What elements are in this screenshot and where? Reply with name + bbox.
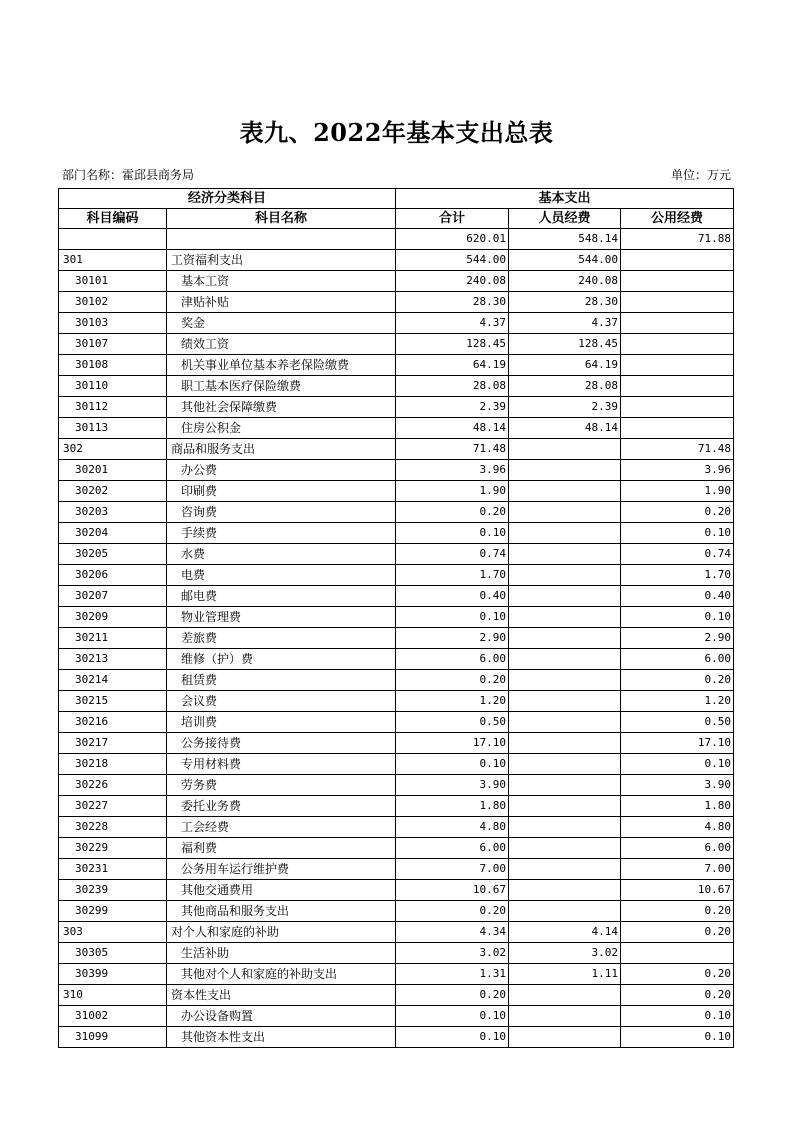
cell-public: 0.10 (621, 1027, 734, 1048)
cell-code: 30227 (59, 796, 167, 817)
table-row (59, 985, 734, 1006)
table-row (59, 838, 734, 859)
header-public: 公用经费 (621, 209, 734, 229)
cell-public: 1.20 (621, 691, 734, 712)
cell-name: 电费 (167, 565, 396, 586)
table-row (59, 334, 734, 355)
cell-total: 1.90 (396, 481, 509, 502)
cell-public: 2.90 (621, 628, 734, 649)
cell-code: 30399 (59, 964, 167, 985)
cell-personnel (509, 460, 621, 481)
table-row (59, 271, 734, 292)
table-row (59, 670, 734, 691)
cell-public: 1.90 (621, 481, 734, 502)
cell-public: 0.10 (621, 607, 734, 628)
cell-total: 620.01 (396, 229, 509, 250)
cell-name: 公务接待费 (167, 733, 396, 754)
cell-personnel (509, 901, 621, 922)
cell-public: 0.10 (621, 754, 734, 775)
cell-name: 工资福利支出 (167, 250, 396, 271)
cell-total: 1.70 (396, 565, 509, 586)
cell-personnel (509, 838, 621, 859)
cell-personnel (509, 817, 621, 838)
cell-name: 绩效工资 (167, 334, 396, 355)
cell-public: 0.20 (621, 901, 734, 922)
cell-personnel: 28.08 (509, 376, 621, 397)
cell-total: 4.37 (396, 313, 509, 334)
table-row (59, 376, 734, 397)
cell-total: 0.20 (396, 901, 509, 922)
cell-personnel (509, 439, 621, 460)
cell-code: 30113 (59, 418, 167, 439)
cell-total: 0.10 (396, 754, 509, 775)
cell-name: 对个人和家庭的补助 (167, 922, 396, 943)
cell-name: 职工基本医疗保险缴费 (167, 376, 396, 397)
cell-public (621, 292, 734, 313)
cell-code: 30239 (59, 880, 167, 901)
cell-total: 48.14 (396, 418, 509, 439)
cell-code: 30110 (59, 376, 167, 397)
table-row (59, 754, 734, 775)
table-row (59, 733, 734, 754)
cell-personnel: 544.00 (509, 250, 621, 271)
cell-code: 30103 (59, 313, 167, 334)
table-row (59, 880, 734, 901)
cell-name: 公务用车运行维护费 (167, 859, 396, 880)
cell-total: 0.20 (396, 985, 509, 1006)
cell-code: 30218 (59, 754, 167, 775)
cell-code (59, 229, 167, 250)
table-row (59, 565, 734, 586)
cell-name: 工会经费 (167, 817, 396, 838)
cell-total: 0.20 (396, 670, 509, 691)
cell-name: 印刷费 (167, 481, 396, 502)
cell-personnel (509, 502, 621, 523)
cell-public: 3.90 (621, 775, 734, 796)
cell-public (621, 250, 734, 271)
cell-total: 7.00 (396, 859, 509, 880)
cell-personnel (509, 691, 621, 712)
cell-code: 30203 (59, 502, 167, 523)
cell-personnel (509, 523, 621, 544)
cell-name: 租赁费 (167, 670, 396, 691)
cell-code: 30229 (59, 838, 167, 859)
cell-name: 会议费 (167, 691, 396, 712)
cell-name: 住房公积金 (167, 418, 396, 439)
table-row (59, 481, 734, 502)
cell-personnel: 4.14 (509, 922, 621, 943)
cell-public: 0.20 (621, 670, 734, 691)
cell-personnel (509, 1027, 621, 1048)
cell-name: 生活补助 (167, 943, 396, 964)
cell-public: 0.40 (621, 586, 734, 607)
cell-code: 31002 (59, 1006, 167, 1027)
table-row (59, 649, 734, 670)
cell-total: 2.90 (396, 628, 509, 649)
cell-total: 3.02 (396, 943, 509, 964)
cell-total: 0.10 (396, 607, 509, 628)
cell-public (621, 397, 734, 418)
cell-public (621, 313, 734, 334)
cell-name: 资本性支出 (167, 985, 396, 1006)
table-row (59, 355, 734, 376)
table-row (59, 796, 734, 817)
cell-total: 0.50 (396, 712, 509, 733)
cell-code: 30204 (59, 523, 167, 544)
cell-total: 64.19 (396, 355, 509, 376)
cell-code: 30202 (59, 481, 167, 502)
cell-public: 1.80 (621, 796, 734, 817)
cell-name: 委托业务费 (167, 796, 396, 817)
cell-total: 128.45 (396, 334, 509, 355)
cell-code: 30217 (59, 733, 167, 754)
cell-personnel: 64.19 (509, 355, 621, 376)
cell-personnel (509, 481, 621, 502)
cell-name: 培训费 (167, 712, 396, 733)
cell-public: 3.96 (621, 460, 734, 481)
table-row (59, 901, 734, 922)
cell-code: 30206 (59, 565, 167, 586)
cell-code: 30102 (59, 292, 167, 313)
cell-public: 4.80 (621, 817, 734, 838)
cell-name: 办公费 (167, 460, 396, 481)
cell-code: 30107 (59, 334, 167, 355)
table-row (59, 1006, 734, 1027)
cell-public: 0.20 (621, 964, 734, 985)
cell-code: 30215 (59, 691, 167, 712)
cell-name (167, 229, 396, 250)
cell-code: 30228 (59, 817, 167, 838)
table-row (59, 859, 734, 880)
cell-public: 0.10 (621, 1006, 734, 1027)
cell-personnel: 4.37 (509, 313, 621, 334)
cell-total: 0.10 (396, 523, 509, 544)
unit-label: 单位：万元 (670, 168, 731, 182)
cell-public: 71.88 (621, 229, 734, 250)
cell-code: 30213 (59, 649, 167, 670)
cell-public (621, 355, 734, 376)
cell-public: 17.10 (621, 733, 734, 754)
cell-public (621, 376, 734, 397)
cell-personnel (509, 775, 621, 796)
cell-personnel (509, 859, 621, 880)
cell-personnel (509, 733, 621, 754)
cell-name: 其他社会保障缴费 (167, 397, 396, 418)
cell-public: 71.48 (621, 439, 734, 460)
cell-name: 商品和服务支出 (167, 439, 396, 460)
cell-total: 0.10 (396, 1027, 509, 1048)
cell-public (621, 334, 734, 355)
cell-code: 30209 (59, 607, 167, 628)
cell-name: 其他交通费用 (167, 880, 396, 901)
cell-code: 30214 (59, 670, 167, 691)
cell-public: 0.20 (621, 985, 734, 1006)
cell-public: 0.74 (621, 544, 734, 565)
cell-personnel (509, 754, 621, 775)
table-row (59, 460, 734, 481)
table-row (59, 964, 734, 985)
cell-code: 30201 (59, 460, 167, 481)
cell-code: 31099 (59, 1027, 167, 1048)
cell-total: 28.08 (396, 376, 509, 397)
cell-total: 6.00 (396, 838, 509, 859)
table-row (59, 418, 734, 439)
cell-total: 4.80 (396, 817, 509, 838)
cell-total: 0.40 (396, 586, 509, 607)
table-row (59, 691, 734, 712)
cell-name: 咨询费 (167, 502, 396, 523)
header-basic-expenditure: 基本支出 (396, 189, 734, 209)
cell-code: 30216 (59, 712, 167, 733)
cell-public: 0.20 (621, 922, 734, 943)
header-total: 合计 (396, 209, 509, 229)
table-row (59, 712, 734, 733)
cell-name: 机关事业单位基本养老保险缴费 (167, 355, 396, 376)
cell-public: 0.10 (621, 523, 734, 544)
cell-total: 240.08 (396, 271, 509, 292)
header-name: 科目名称 (167, 209, 396, 229)
cell-code: 30231 (59, 859, 167, 880)
cell-personnel: 48.14 (509, 418, 621, 439)
table-row (59, 523, 734, 544)
cell-personnel (509, 649, 621, 670)
cell-public: 6.00 (621, 838, 734, 859)
table-row (59, 817, 734, 838)
cell-total: 0.74 (396, 544, 509, 565)
cell-total: 2.39 (396, 397, 509, 418)
table-row (59, 250, 734, 271)
cell-total: 1.20 (396, 691, 509, 712)
table-row (59, 607, 734, 628)
cell-name: 专用材料费 (167, 754, 396, 775)
cell-name: 手续费 (167, 523, 396, 544)
cell-code: 310 (59, 985, 167, 1006)
table-row (59, 397, 734, 418)
header-personnel: 人员经费 (509, 209, 621, 229)
table-row (59, 502, 734, 523)
cell-public: 10.67 (621, 880, 734, 901)
cell-public: 0.20 (621, 502, 734, 523)
cell-code: 301 (59, 250, 167, 271)
cell-name: 其他资本性支出 (167, 1027, 396, 1048)
table-row (59, 775, 734, 796)
cell-personnel: 548.14 (509, 229, 621, 250)
cell-personnel (509, 628, 621, 649)
department-label: 部门名称：霍邱县商务局 (62, 168, 195, 182)
cell-name: 差旅费 (167, 628, 396, 649)
cell-personnel: 128.45 (509, 334, 621, 355)
cell-public (621, 271, 734, 292)
cell-personnel (509, 880, 621, 901)
cell-personnel: 28.30 (509, 292, 621, 313)
cell-personnel (509, 712, 621, 733)
cell-name: 其他对个人和家庭的补助支出 (167, 964, 396, 985)
cell-personnel (509, 796, 621, 817)
cell-total: 1.80 (396, 796, 509, 817)
cell-code: 30112 (59, 397, 167, 418)
cell-name: 福利费 (167, 838, 396, 859)
cell-code: 30101 (59, 271, 167, 292)
cell-code: 30205 (59, 544, 167, 565)
cell-public: 1.70 (621, 565, 734, 586)
cell-name: 办公设备购置 (167, 1006, 396, 1027)
table-row (59, 922, 734, 943)
cell-name: 其他商品和服务支出 (167, 901, 396, 922)
cell-personnel: 3.02 (509, 943, 621, 964)
header-code: 科目编码 (59, 209, 167, 229)
cell-personnel (509, 1006, 621, 1027)
header-row-columns (59, 209, 734, 229)
cell-name: 物业管理费 (167, 607, 396, 628)
table-body (59, 229, 734, 1048)
cell-public: 0.50 (621, 712, 734, 733)
cell-personnel (509, 565, 621, 586)
cell-code: 30207 (59, 586, 167, 607)
cell-name: 邮电费 (167, 586, 396, 607)
header-row-group (59, 189, 734, 209)
table-row (59, 628, 734, 649)
cell-personnel (509, 607, 621, 628)
cell-code: 30108 (59, 355, 167, 376)
cell-total: 0.10 (396, 1006, 509, 1027)
cell-total: 1.31 (396, 964, 509, 985)
cell-personnel (509, 586, 621, 607)
table-row (59, 313, 734, 334)
cell-total: 6.00 (396, 649, 509, 670)
cell-personnel (509, 544, 621, 565)
cell-total: 28.30 (396, 292, 509, 313)
cell-total: 10.67 (396, 880, 509, 901)
table-row (59, 943, 734, 964)
cell-name: 奖金 (167, 313, 396, 334)
table-row (59, 586, 734, 607)
cell-name: 津贴补贴 (167, 292, 396, 313)
cell-name: 维修（护）费 (167, 649, 396, 670)
cell-total: 3.90 (396, 775, 509, 796)
cell-personnel: 240.08 (509, 271, 621, 292)
cell-total: 544.00 (396, 250, 509, 271)
expenditure-table (58, 188, 734, 1048)
table-row (59, 292, 734, 313)
cell-total: 4.34 (396, 922, 509, 943)
cell-personnel (509, 985, 621, 1006)
cell-code: 30305 (59, 943, 167, 964)
cell-name: 基本工资 (167, 271, 396, 292)
cell-name: 水费 (167, 544, 396, 565)
cell-personnel: 2.39 (509, 397, 621, 418)
cell-total: 17.10 (396, 733, 509, 754)
table-row (59, 439, 734, 460)
cell-public: 6.00 (621, 649, 734, 670)
table-row (59, 1027, 734, 1048)
cell-public: 7.00 (621, 859, 734, 880)
cell-code: 302 (59, 439, 167, 460)
cell-code: 30299 (59, 901, 167, 922)
page-title: 表九、2022年基本支出总表 (239, 118, 554, 147)
cell-code: 303 (59, 922, 167, 943)
cell-code: 30226 (59, 775, 167, 796)
cell-name: 劳务费 (167, 775, 396, 796)
cell-personnel: 1.11 (509, 964, 621, 985)
table-row (59, 544, 734, 565)
cell-total: 0.20 (396, 502, 509, 523)
cell-total: 71.48 (396, 439, 509, 460)
cell-public (621, 943, 734, 964)
cell-total: 3.96 (396, 460, 509, 481)
cell-personnel (509, 670, 621, 691)
header-economic-class: 经济分类科目 (59, 189, 396, 209)
cell-code: 30211 (59, 628, 167, 649)
cell-public (621, 418, 734, 439)
table-row (59, 229, 734, 250)
